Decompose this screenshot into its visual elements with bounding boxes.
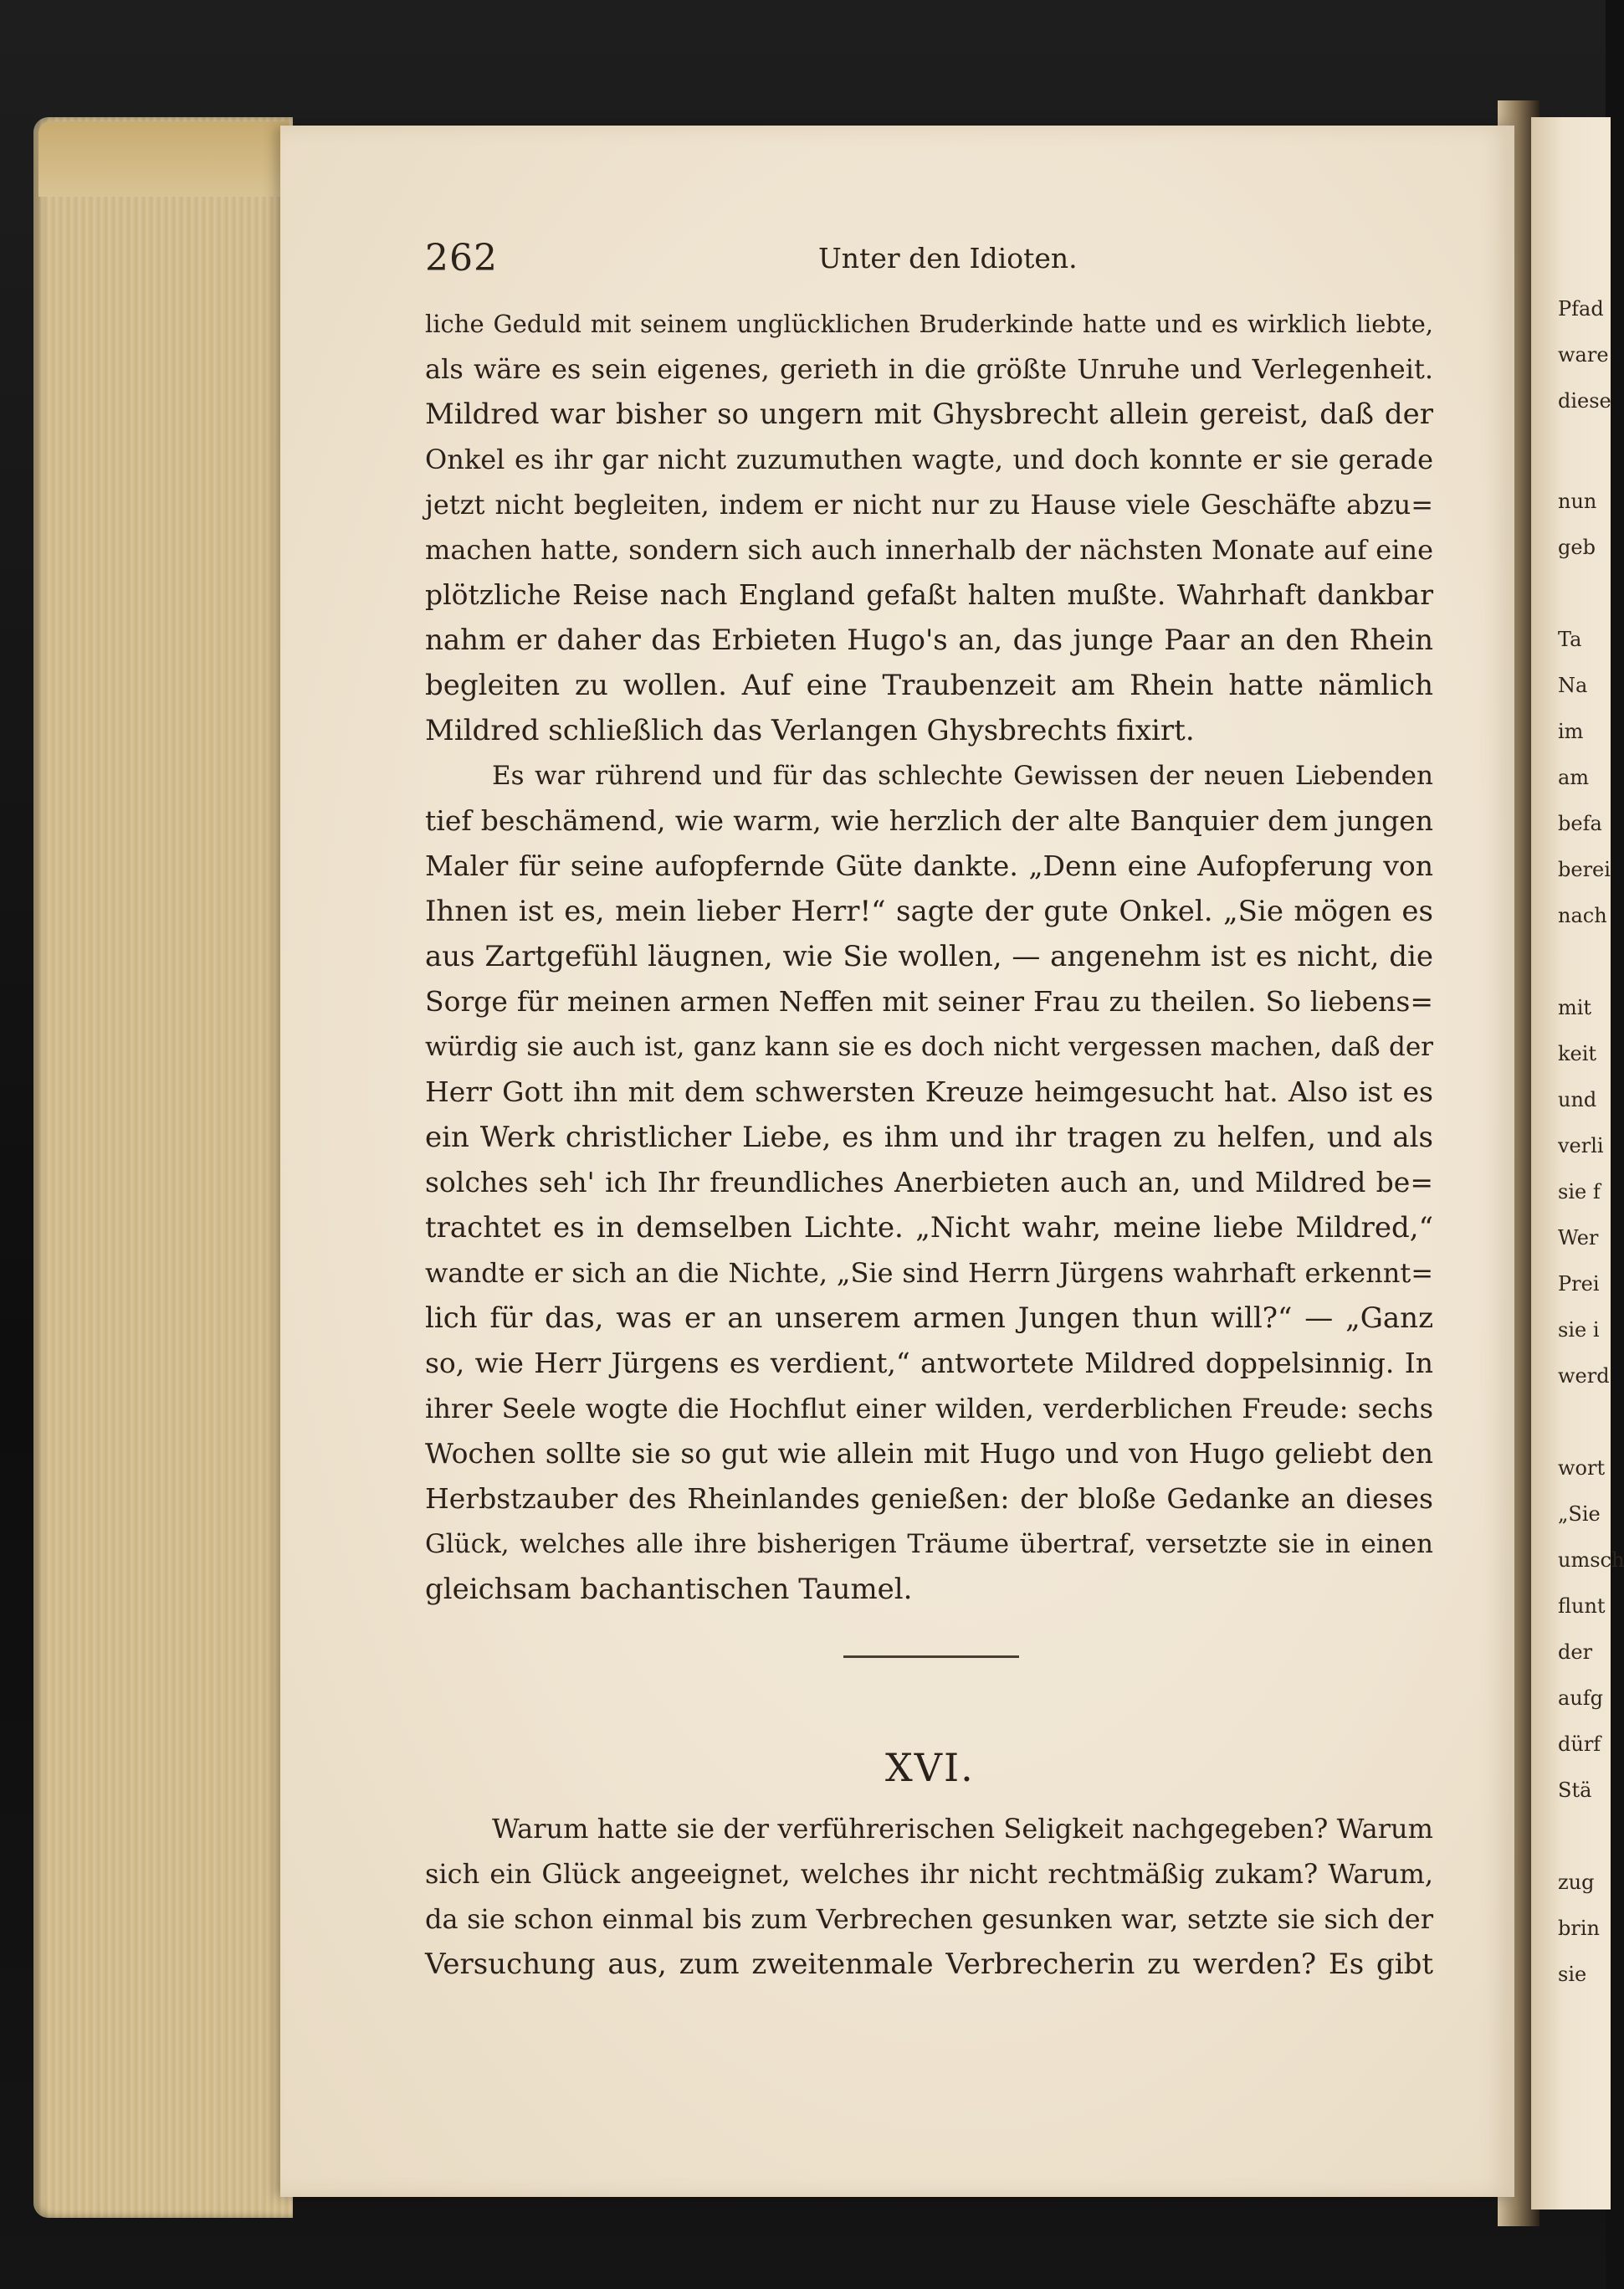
body-text — [425, 301, 1433, 1612]
page-block-edge — [33, 117, 293, 2218]
fragment: „Sie — [1558, 1502, 1601, 1526]
fragment: ware — [1558, 343, 1609, 367]
fragment: flunt — [1558, 1594, 1606, 1618]
running-title: Unter den Idioten. — [818, 242, 1078, 275]
text-line: als wäre es sein eigenes, gerieth in die größte Unruhe und Verlegenheit. — [425, 353, 1433, 385]
section-divider — [843, 1655, 1019, 1658]
fragment: nun — [1558, 490, 1597, 513]
text-line: solches seh' ich Ihr freundliches Anerbieten auch an, und Mildred be= — [425, 1166, 1433, 1198]
fragment: im — [1558, 720, 1584, 743]
fragment: dürf — [1558, 1732, 1601, 1756]
text-line: Maler für seine aufopfernde Güte dankte. „Denn eine Aufopferung von — [425, 849, 1433, 882]
fragment: umsch — [1558, 1548, 1624, 1572]
text-line: Onkel es ihr gar nicht zuzumuthen wagte, und doch konnte er sie gerade — [425, 444, 1433, 475]
text-line: lich für das, was er an unserem armen Jungen thun will?“ — „Ganz — [425, 1301, 1433, 1335]
text-line: Mildred schließlich das Verlangen Ghysbrechts fixirt. — [425, 714, 1195, 747]
text-line: tief beschämend, wie warm, wie herzlich der alte Banquier dem jungen — [425, 804, 1433, 837]
text-line: Herbstzauber des Rheinlandes genießen: der bloße Gedanke an dieses — [425, 1482, 1433, 1515]
fragment: Stä — [1558, 1778, 1592, 1802]
text-line: machen hatte, sondern sich auch innerhalb der nächsten Monate auf eine — [425, 534, 1433, 566]
text-line: gleichsam bachantischen Taumel. — [425, 1573, 913, 1606]
fragment: Prei — [1558, 1272, 1600, 1296]
fragment: Ta — [1558, 628, 1582, 651]
chapter-heading: XVI. — [885, 1745, 975, 1790]
fragment: befa — [1558, 812, 1602, 835]
fragment: sie — [1558, 1963, 1587, 1986]
text-line: Versuchung aus, zum zweitenmale Verbrecherin zu werden? Es gibt — [425, 1948, 1433, 1981]
fragment: Wer — [1558, 1226, 1599, 1250]
fragment: am — [1558, 766, 1590, 789]
text-line: trachtet es in demselben Lichte. „Nicht wahr, meine liebe Mildred,“ — [425, 1211, 1433, 1245]
text-line: so, wie Herr Jürgens es verdient,“ antwortete Mildred doppelsinnig. In — [425, 1347, 1433, 1379]
text-line: Wochen sollte sie so gut wie allein mit Hugo und von Hugo geliebt den — [425, 1437, 1433, 1470]
fragment: Na — [1558, 674, 1588, 697]
text-line: ein Werk christlicher Liebe, es ihm und ihr tragen zu helfen, und als — [425, 1121, 1433, 1154]
fragment: verli — [1558, 1134, 1604, 1157]
fragment: und — [1558, 1088, 1597, 1111]
page-number: 262 — [425, 237, 498, 280]
text-line: jetzt nicht begleiten, indem er nicht nur zu Hause viele Geschäfte abzu= — [425, 489, 1433, 521]
text-line: nahm er daher das Erbieten Hugo's an, das junge Paar an den Rhein — [425, 624, 1433, 657]
fragment: zug — [1558, 1871, 1595, 1894]
fragment: nach — [1558, 904, 1607, 927]
text-line: Warum hatte sie der verführerischen Seligkeit nachgegeben? Warum — [492, 1813, 1433, 1845]
text-line: aus Zartgefühl läugnen, wie Sie wollen, — angenehm ist es nicht, die — [425, 940, 1433, 973]
fragment: wort — [1558, 1456, 1606, 1480]
fragment: keit — [1558, 1042, 1597, 1065]
facing-page — [1531, 117, 1611, 2209]
fragment: sie i — [1558, 1318, 1600, 1342]
fragment: sie f — [1558, 1180, 1601, 1204]
fragment: aufg — [1558, 1686, 1604, 1710]
page-block-top — [38, 121, 289, 197]
fragment: diese — [1558, 389, 1611, 413]
text-line: Herr Gott ihn mit dem schwersten Kreuze heimgesucht hat. Also ist es — [425, 1075, 1433, 1108]
fragment: mit — [1558, 996, 1592, 1019]
text-line: liche Geduld mit seinem unglücklichen Bruderkinde hatte und es wirklich liebte, — [425, 310, 1433, 338]
page-header — [425, 237, 1429, 287]
text-line: Sorge für meinen armen Neffen mit seiner Frau zu theilen. So liebens= — [425, 985, 1433, 1018]
fragment: geb — [1558, 536, 1596, 559]
fragment: der — [1558, 1640, 1593, 1664]
text-line: Ihnen ist es, mein lieber Herr!“ sagte der gute Onkel. „Sie mögen es — [425, 895, 1433, 928]
text-line: sich ein Glück angeeignet, welches ihr nicht rechtmäßig zukam? Warum, — [425, 1858, 1433, 1890]
fragment: Pfad — [1558, 297, 1604, 321]
fragment: brin — [1558, 1917, 1600, 1940]
chapter-text — [425, 1806, 1433, 1987]
text-line: Mildred war bisher so ungern mit Ghysbrecht allein gereist, daß der — [425, 398, 1433, 431]
text-line: würdig sie auch ist, ganz kann sie es doch nicht vergessen machen, daß der — [425, 1032, 1433, 1062]
text-line: da sie schon einmal bis zum Verbrechen gesunken war, setzte sie sich der — [425, 1903, 1433, 1935]
text-line: plötzliche Reise nach England gefaßt halten mußte. Wahrhaft dankbar — [425, 578, 1433, 611]
text-line: wandte er sich an die Nichte, „Sie sind Herrn Jürgens wahrhaft erkennt= — [425, 1257, 1433, 1289]
fragment: berei — [1558, 858, 1611, 881]
text-line: Glück, welches alle ihre bisherigen Träume übertraf, versetzte sie in einen — [425, 1529, 1433, 1559]
text-line: Es war rührend und für das schlechte Gewissen der neuen Liebenden — [492, 761, 1433, 791]
fragment: werd — [1558, 1364, 1610, 1388]
text-line: ihrer Seele wogte die Hochflut einer wilden, verderblichen Freude: sechs — [425, 1393, 1433, 1424]
text-line: begleiten zu wollen. Auf eine Traubenzeit am Rhein hatte nämlich — [425, 669, 1433, 702]
